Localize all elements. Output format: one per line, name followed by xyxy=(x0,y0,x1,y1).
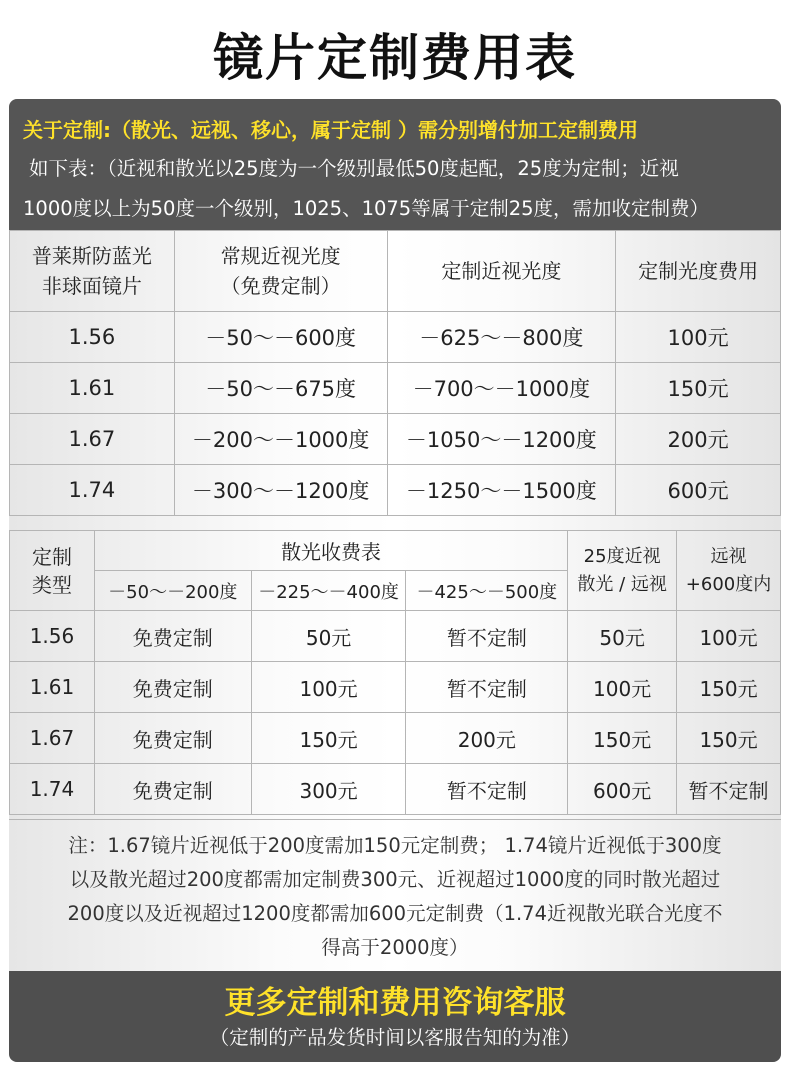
fee-25-degree: 100元 xyxy=(568,662,677,713)
fee-hyperopia: 150元 xyxy=(677,662,781,713)
fee-range-2: 150元 xyxy=(251,713,406,764)
contact-banner xyxy=(9,971,781,1062)
lens-index: 1.74 xyxy=(10,764,95,815)
fee-25-degree: 150元 xyxy=(568,713,677,764)
fee-range-3: 200元 xyxy=(406,713,568,764)
fee-hyperopia: 暂不定制 xyxy=(677,764,781,815)
custom-fee: 600元 xyxy=(616,465,781,516)
contact-subline: （定制的产品发货时间以客服告知的为准） xyxy=(209,1026,581,1049)
lens-index: 1.61 xyxy=(10,662,95,713)
regular-range: －300～－1200度 xyxy=(174,465,387,516)
fee-hyperopia: 150元 xyxy=(677,713,781,764)
lens-index: 1.74 xyxy=(10,465,175,516)
price-card xyxy=(9,99,781,1062)
regular-range: －200～－1000度 xyxy=(174,414,387,465)
table-row xyxy=(10,414,781,465)
fee-hyperopia: 100元 xyxy=(677,611,781,662)
lens-index: 1.67 xyxy=(10,713,95,764)
table-row xyxy=(10,312,781,363)
regular-range: －50～－600度 xyxy=(174,312,387,363)
lens-index: 1.56 xyxy=(10,611,95,662)
fee-25-degree: 50元 xyxy=(568,611,677,662)
custom-range: －1250～－1500度 xyxy=(387,465,616,516)
table-row xyxy=(10,713,781,764)
header-regular-power: 常规近视光度 （免费定制） xyxy=(174,231,387,312)
myopia-fee-table xyxy=(9,230,781,516)
fee-25-degree: 600元 xyxy=(568,764,677,815)
header-custom-fee: 定制光度费用 xyxy=(616,231,781,312)
fee-range-1: 免费定制 xyxy=(94,713,251,764)
lens-index: 1.61 xyxy=(10,363,175,414)
header-astigmatism-group: 散光收费表 xyxy=(94,531,567,571)
table-row xyxy=(10,611,781,662)
custom-range: －1050～－1200度 xyxy=(387,414,616,465)
header-hyperopia: 远视 +600度内 xyxy=(677,531,781,611)
header-25-degree: 25度近视 散光 / 远视 xyxy=(568,531,677,611)
fee-range-2: 300元 xyxy=(251,764,406,815)
header-range-3: －425～－500度 xyxy=(406,571,568,611)
table-row xyxy=(10,662,781,713)
table-row xyxy=(10,764,781,815)
header-range-2: －225～－400度 xyxy=(251,571,406,611)
lens-index: 1.56 xyxy=(10,312,175,363)
fee-range-1: 免费定制 xyxy=(94,662,251,713)
customization-notice xyxy=(9,99,781,230)
header-range-1: －50～－200度 xyxy=(94,571,251,611)
notice-headline: 关于定制:（散光、远视、移心，属于定制 ）需分别增付加工定制费用 xyxy=(23,118,638,142)
custom-fee: 100元 xyxy=(616,312,781,363)
fee-range-3: 暂不定制 xyxy=(406,764,568,815)
lens-index: 1.67 xyxy=(10,414,175,465)
page-title: 镜片定制费用表 xyxy=(213,29,577,87)
fee-range-2: 100元 xyxy=(251,662,406,713)
contact-headline: 更多定制和费用咨询客服 xyxy=(224,985,566,1021)
table-row xyxy=(10,363,781,414)
custom-range: －625～－800度 xyxy=(387,312,616,363)
header-custom-type: 定制 类型 xyxy=(10,531,95,611)
header-lens-type: 普莱斯防蓝光 非球面镜片 xyxy=(10,231,175,312)
table-header-row xyxy=(10,531,781,571)
astigmatism-fee-table xyxy=(9,530,781,815)
custom-fee: 200元 xyxy=(616,414,781,465)
fee-range-1: 免费定制 xyxy=(94,611,251,662)
header-custom-power: 定制近视光度 xyxy=(387,231,616,312)
table-row xyxy=(10,465,781,516)
fee-range-2: 50元 xyxy=(251,611,406,662)
custom-fee: 150元 xyxy=(616,363,781,414)
fee-range-3: 暂不定制 xyxy=(406,611,568,662)
custom-range: －700～－1000度 xyxy=(387,363,616,414)
table-header-row xyxy=(10,231,781,312)
notice-line: 如下表：（近视和散光以25度为一个级别最低50度起配，25度为定制；近视 xyxy=(29,157,679,180)
fee-note: 注：1.67镜片近视低于200度需加150元定制费； 1.74镜片近视低于300度 以及散光超过200度都需加定制费300元、近视超过1000度的同时散光超过 200度以及近视超过1200度都需加600元定制费（1.74近视散光联合光度不 得高于2000度） xyxy=(9,819,781,965)
notice-line: 1000度以上为50度一个级别，1025、1075等属于定制25度，需加收定制费） xyxy=(23,197,710,220)
regular-range: －50～－675度 xyxy=(174,363,387,414)
fee-range-3: 暂不定制 xyxy=(406,662,568,713)
fee-range-1: 免费定制 xyxy=(94,764,251,815)
